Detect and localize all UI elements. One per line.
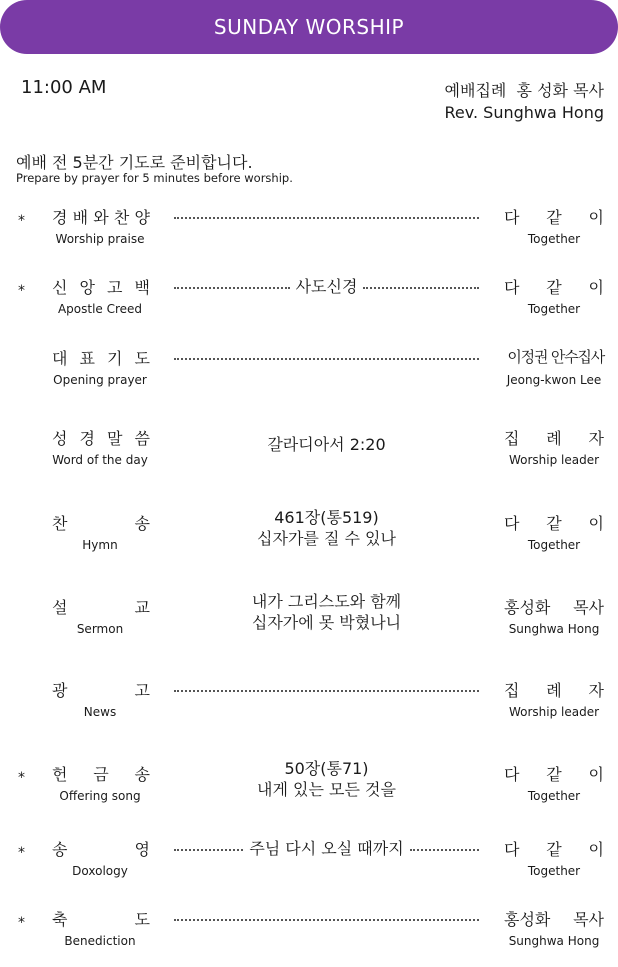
item-detail: [174, 507, 479, 549]
item-leader: [174, 837, 479, 857]
responder-part: 집: [504, 681, 520, 700]
item-title-char: 양: [134, 208, 150, 227]
item-title-char: 대: [52, 349, 68, 368]
item-title-char: 성: [52, 429, 68, 448]
responder-part: 같: [546, 278, 562, 297]
responder-part: 목사: [573, 598, 604, 617]
responder-part: 다: [504, 765, 520, 784]
dotted-leader: [363, 287, 479, 289]
responder-part: 집: [504, 429, 520, 448]
responder-part: 이: [588, 514, 604, 533]
item-title-en: Word of the day: [52, 453, 148, 467]
responder-part: 다: [504, 840, 520, 859]
item-responder-ko: [504, 595, 604, 618]
item-title-ko: [52, 907, 150, 930]
item-detail-line: 461장(통519): [274, 508, 379, 527]
item-title-char: 표: [79, 349, 95, 368]
dotted-leader: [174, 919, 479, 921]
responder-part: 같: [546, 765, 562, 784]
item-title-char: 배: [72, 208, 89, 227]
responder-part: 홍성화: [504, 598, 551, 617]
item-title-char: 경: [52, 208, 68, 227]
item-title-char: 와: [93, 208, 109, 227]
item-title-char: 고: [107, 278, 123, 297]
item-title-char: 교: [134, 598, 150, 617]
item-detail: [174, 591, 479, 633]
item-responder-en: Together: [527, 538, 581, 552]
dotted-leader: [174, 690, 479, 692]
order-item: [0, 592, 618, 655]
item-leader: [174, 275, 479, 295]
item-detail: 사도신경: [295, 276, 358, 296]
responder-part: 같: [546, 208, 562, 227]
item-detail-line: 갈라디아서 2:20: [267, 435, 386, 454]
responder-part: 다: [504, 208, 520, 227]
order-item: [0, 508, 618, 571]
item-title-char: 고: [134, 681, 150, 700]
dotted-leader: [174, 287, 290, 289]
responder-part: 이: [588, 278, 604, 297]
order-item: [0, 346, 618, 406]
item-title-ko: [52, 595, 150, 618]
responder-part: 례: [546, 681, 562, 700]
required-mark: *: [18, 915, 25, 931]
prep-note-en: Prepare by prayer for 5 minutes before worship.: [16, 171, 293, 185]
item-title-en: Apostle Creed: [57, 302, 143, 316]
item-responder-en: Together: [527, 302, 581, 316]
item-title-char: 기: [107, 349, 123, 368]
responder-part: 이: [588, 208, 604, 227]
order-item: [0, 907, 618, 967]
item-title-char: 말: [107, 429, 123, 448]
responder-part: 이정권 안수집사: [507, 348, 604, 366]
item-title-en: Opening prayer: [53, 373, 147, 387]
item-title-en: Benediction: [64, 934, 136, 948]
item-title-ko: [52, 426, 150, 449]
order-item: [0, 426, 618, 486]
item-detail: 주님 다시 오실 때까지: [249, 838, 404, 858]
responder-part: 례: [546, 429, 562, 448]
responder-part: 같: [546, 840, 562, 859]
item-detail-line: 십자가에 못 박혔나니: [251, 613, 402, 632]
item-title-en: Offering song: [59, 789, 141, 803]
item-responder-ko: [504, 346, 604, 367]
dotted-leader: [410, 849, 479, 851]
officiant-en: Rev. Sunghwa Hong: [444, 103, 604, 122]
item-title-char: 찬: [52, 514, 68, 533]
item-leader: [174, 907, 479, 927]
item-responder-ko: [504, 205, 604, 228]
prep-note-ko: 예배 전 5분간 기도로 준비합니다.: [16, 153, 253, 172]
dotted-leader: [174, 217, 479, 219]
item-title-char: 도: [134, 349, 150, 368]
item-title-char: 금: [93, 765, 109, 784]
item-title-ko: [52, 762, 150, 785]
item-title-char: 축: [52, 910, 68, 929]
responder-part: 이: [588, 840, 604, 859]
item-responder-ko: [504, 762, 604, 785]
item-leader: [174, 205, 479, 225]
item-detail-line: 50장(통71): [284, 759, 369, 778]
item-title-char: 송: [52, 840, 68, 859]
responder-part: 같: [546, 514, 562, 533]
item-responder-en: Together: [527, 864, 581, 878]
item-leader: [174, 346, 479, 366]
item-responder-en: Together: [527, 232, 581, 246]
item-title-char: 도: [134, 910, 150, 929]
item-title-char: 송: [134, 514, 150, 533]
required-mark: *: [18, 283, 25, 299]
item-title-char: 설: [52, 598, 68, 617]
responder-part: 다: [504, 514, 520, 533]
item-responder-en: Together: [527, 789, 581, 803]
item-title-char: 백: [134, 278, 150, 297]
item-title-char: 광: [52, 681, 68, 700]
item-title-char: 송: [134, 765, 150, 784]
item-responder-ko: [504, 837, 604, 860]
order-item: [0, 759, 618, 822]
item-detail: [174, 758, 479, 800]
item-title-char: 앙: [79, 278, 95, 297]
page-header: [0, 0, 618, 54]
item-title-ko: [52, 275, 150, 298]
page-title: SUNDAY WORSHIP: [213, 15, 405, 39]
dotted-leader: [174, 849, 243, 851]
item-title-ko: [52, 205, 150, 228]
item-responder-ko: [504, 511, 604, 534]
item-responder-ko: [504, 678, 604, 701]
responder-part: 홍성화: [504, 910, 551, 929]
item-detail-line: 내게 있는 모든 것을: [257, 780, 396, 799]
item-title-en: News: [83, 705, 117, 719]
item-title-char: 헌: [52, 765, 68, 784]
item-title-en: Hymn: [82, 538, 118, 552]
item-title-char: 씀: [134, 429, 150, 448]
item-responder-ko: [504, 907, 604, 930]
service-time: 11:00 AM: [21, 77, 107, 98]
item-responder-en: Worship leader: [508, 705, 600, 719]
item-detail: [174, 434, 479, 455]
item-leader: [174, 678, 479, 698]
responder-part: 자: [588, 681, 604, 700]
officiant-ko: 예배집례 홍 성화 목사: [444, 81, 604, 100]
item-title-char: 영: [134, 840, 150, 859]
officiant: [445, 80, 604, 124]
item-responder-ko: [504, 275, 604, 298]
item-title-ko: [52, 837, 150, 860]
item-title-char: 신: [52, 278, 68, 297]
item-title-en: Sermon: [76, 622, 124, 636]
order-item: [0, 678, 618, 738]
item-title-ko: [52, 346, 150, 369]
order-item: [0, 275, 618, 335]
order-item: [0, 205, 618, 265]
responder-part: 다: [504, 278, 520, 297]
responder-part: 자: [588, 429, 604, 448]
item-responder-en: Sunghwa Hong: [508, 622, 600, 636]
item-title-ko: [52, 678, 150, 701]
item-responder-en: Jeong-kwon Lee: [506, 373, 602, 387]
item-title-char: 경: [79, 429, 95, 448]
item-title-char: 찬: [113, 208, 130, 227]
responder-part: 이: [588, 765, 604, 784]
item-responder-ko: [504, 426, 604, 449]
responder-part: 목사: [573, 910, 604, 929]
order-item: [0, 837, 618, 897]
required-mark: *: [18, 770, 25, 786]
item-detail-line: 십자가를 질 수 있나: [257, 529, 396, 548]
item-title-en: Doxology: [72, 864, 128, 878]
required-mark: *: [18, 845, 25, 861]
item-responder-en: Worship leader: [508, 453, 600, 467]
dotted-leader: [174, 358, 479, 360]
required-mark: *: [18, 213, 25, 229]
item-responder-en: Sunghwa Hong: [508, 934, 600, 948]
item-title-ko: [52, 511, 150, 534]
item-title-en: Worship praise: [55, 232, 145, 246]
item-detail-line: 내가 그리스도와 함께: [251, 592, 402, 611]
